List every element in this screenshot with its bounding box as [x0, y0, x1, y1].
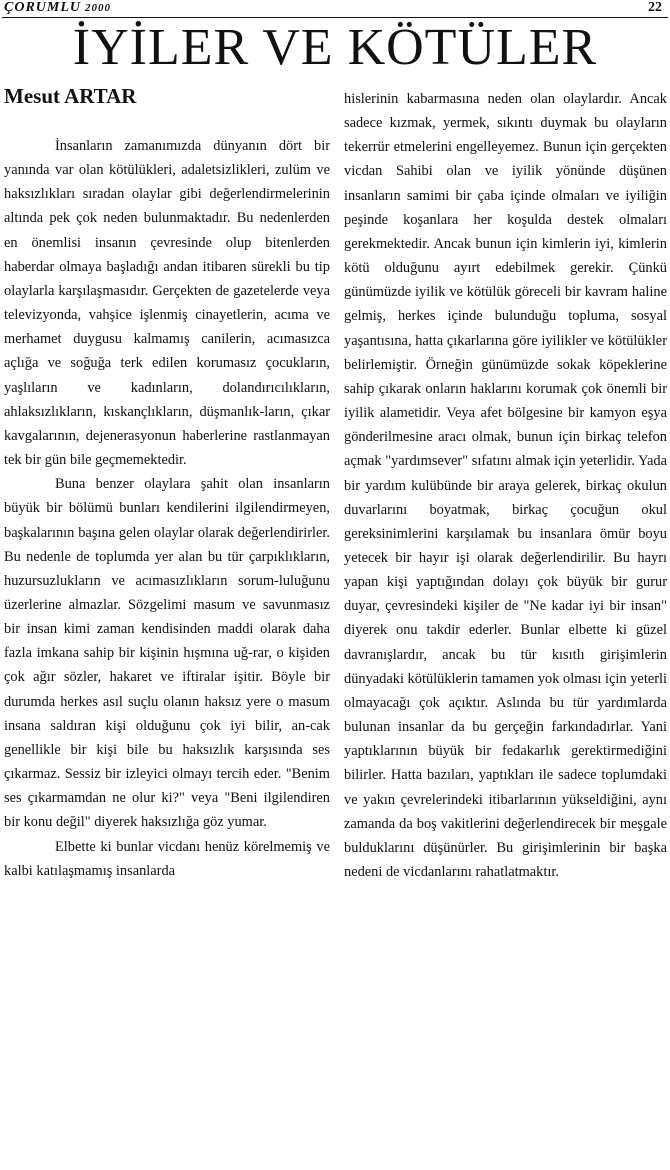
publication-masthead [4, 0, 111, 16]
left-column [4, 134, 330, 883]
article-title: İYİLER VE KÖTÜLER [72, 19, 598, 76]
page-number: 22 [648, 0, 662, 15]
paragraph: hislerinin kabarmasına neden olan olaylardır. Ancak sadece kızmak, yermek, sıkıntı duymak bu olayların tekerrür etmelerini engelleyemez. Bunun için gerçekten vicdan Sahibi olan ve iyilik yönünde düşünen insanların samimi bir çaba içinde olmaları ve iyiliğin peşinde koşanlara her koşulda destek olmaları gerekmektedir. Ancak bunun için kimlerin iyi, kimlerin kötü olduğunu ayırt edebilmek gerekir. Çünkü günümüzde iyilik ve kötülük göreceli bir kavram haline gelmiş, herkes içinde bulunduğu topluma, sosyal yaşantısına, hatta çıkarlarına göre iyilikler ve kötülükler belirlemiştir. Örneğin günümüzde sokak köpeklerine sahip çıkarak onların haklarını korumak çok önemli bir iyilik alametidir. Veya afet bölgesine bir kamyon eşya gönderilmesine aracı olmak, bunun için birkaç telefon açmak "yardımsever" sıfatını almak için yeterlidir. Yada bir yardım kulübünde bir araya gelerek, birkaç okulun duvarlarını boyatmak, birkaç çocuğun okul gereksinimlerini karşılamak bu insanlara ömür boyu yetecek bir hayır işi olarak değerlendirilir. Bu hayrı yapan kişi yaptığından dolayı çok büyük bir gurur duyar, çevresindeki kişiler de "Ne kadar iyi bir insan" diyerek onu takdir ederler. Bunlar elbette ki güzel davranışlardır, ancak bu tür kısıtlı girişimlerin dünyadaki kötülüklerin tamamen yok olması için yeterli olmayacağı çok açıktır. Aslında bu tür yardımlarda bulunan insanlar da bu gerçeğin farkındadırlar. Yani yaptıklarının büyük bir fedakarlık gerektirmediğini bilirler. Hatta bazıları, yaptıkları ile sadece toplumdaki ve yakın çevrelerindeki itibarlarının yükseldiğini, aynı zamanda da boş vakitlerini değerlendirecek bir meşgale bulduklarını düşünürler. Bu girişimlerinin bir başka nedeni de vicdanlarını rahatlatmaktır. [344, 91, 667, 880]
paragraph: İnsanların zamanımızda dünyanın dört bir yanında var olan kötülükleri, adaletsizlikleri, zulüm ve haksızlıkları sıradan olaylar gibi değerlendirmelerinin altında pek çok neden bulunmaktadır. Bu nedenlerden en önemlisi insanın çevresinde olup bitenlerden haberdar olmaya başladığı andan itibaren sürekli bu tip olaylarla karşılaşmasıdır. Gerçekten de gazetelerde veya televizyonda, vahşice işlenmiş cinayetlerin, acıma ve merhamet duygusu kalmamış canilerin, acımasızca açlığa ve soğuğa terk edilen korumasız çocukların, yaşlıların ve kadınların, dolandırıcılıkların, ahlaksızlıkların, kıskançlıkların, düşmanlık-ların, çıkar kavgalarının, dejenerasyonun haberlerine rastlanmayan tek bir gün bile geçmemektedir. [4, 138, 330, 469]
right-column [344, 87, 667, 884]
article-author: Mesut ARTAR [4, 84, 137, 108]
paragraph: Elbette ki bunlar vicdanı henüz körelmemiş ve kalbi katılaşmamış insanlarda [4, 838, 330, 879]
publication-name: ÇORUMLU [4, 0, 82, 15]
paragraph: Buna benzer olaylara şahit olan insanların büyük bir bölümü bunları kendilerini ilgilendirmeyen, başkalarının başına gelen olaylar olarak değerlendirirler. Bu nedenle de toplumda yer alan bu tür çarpıklıkların, huzursuzlukların ve acımasızlıkların sorum-luluğunu üzerlerine almazlar. Sözgelimi masum ve savunmasız bir insan kimi zaman kendisinden maddi olarak daha fazla imkana sahip bir kişinin hışmına uğ-rar, o kişiden çok ağır sözler, hakaret ve iftiralar işitir. Böyle bir durumda herkes asıl suçlu olanın haksız yere o masum insana saldıran kişi olduğunu çok iyi bilir, an-cak genellikle bir kişi bile bu haksızlık karşısında ses çıkarmaz. Sessiz bir izleyici olmayı tercih eder. "Benim ses çıkarmamdan ne olur ki?" veya "Beni ilgilendiren bir konu değil" diyerek haksızlığa göz yumar. [4, 476, 330, 831]
publication-year: 2000 [85, 2, 112, 14]
